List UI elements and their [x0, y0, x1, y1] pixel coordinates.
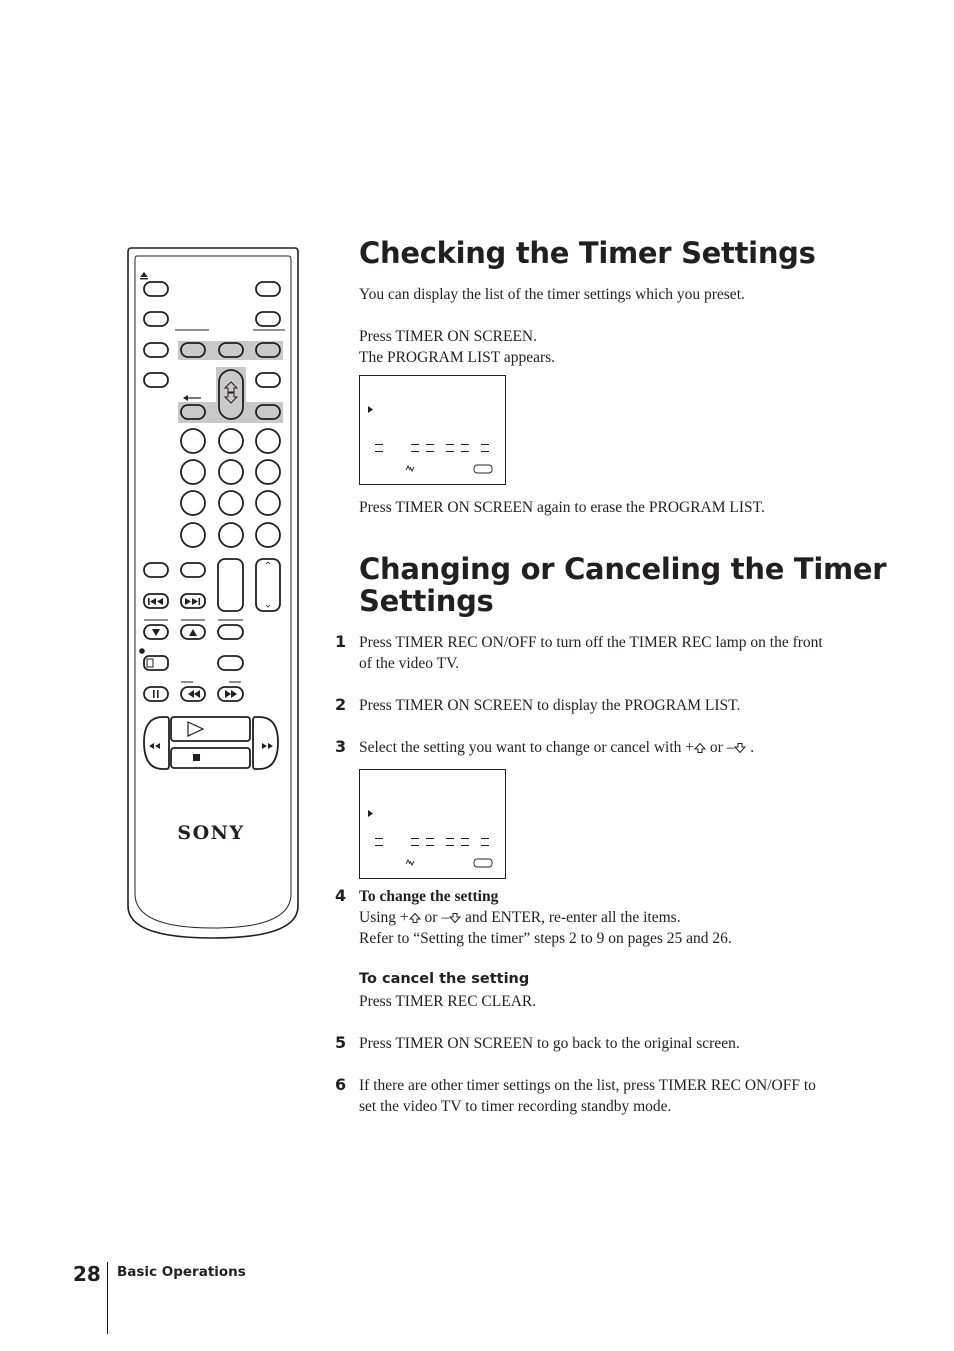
- step-4-cancel-heading: To cancel the setting: [359, 971, 530, 987]
- step-3-mid: or –: [706, 739, 735, 756]
- program-list-screen-selected: [359, 769, 506, 879]
- step-5-text: Press TIMER ON SCREEN to go back to the original screen.: [359, 1035, 740, 1052]
- section1-instruction-line1: Press TIMER ON SCREEN.: [359, 328, 537, 345]
- step-number-2: 2: [335, 695, 347, 714]
- step-number-4: 4: [335, 886, 347, 905]
- step-4-using-line: [359, 907, 681, 928]
- up-down-arrow-icon: [406, 466, 414, 471]
- section1-erase-note: Press TIMER ON SCREEN again to erase the PROGRAM LIST.: [359, 499, 765, 516]
- up-down-arrow-icon: [406, 860, 414, 865]
- section-title-changing-line2: Settings: [359, 584, 494, 618]
- step-1-line2: of the video TV.: [359, 655, 460, 672]
- step-4-refer-line: Refer to “Setting the timer” steps 2 to 9 on pages 25 and 26.: [359, 930, 732, 947]
- program-list-screen: [359, 375, 506, 485]
- step-4-using-mid: or –: [420, 909, 450, 926]
- step-4-cancel-body: Press TIMER REC CLEAR.: [359, 993, 537, 1010]
- section1-intro: You can display the list of the timer settings which you preset.: [359, 286, 745, 303]
- down-arrow-icon: [449, 912, 461, 924]
- cursor-arrow-icon: [368, 406, 373, 413]
- program-list-screen-drawing: [360, 376, 505, 484]
- step-number-5: 5: [335, 1033, 347, 1052]
- remote-control-illustration: [125, 244, 301, 940]
- step-number-3: 3: [335, 737, 347, 756]
- down-arrow-icon: [734, 742, 746, 754]
- footer-divider: [107, 1262, 108, 1334]
- step-2-text: Press TIMER ON SCREEN to display the PROGRAM LIST.: [359, 697, 741, 714]
- step-number-6: 6: [335, 1075, 347, 1094]
- program-list-screen-selected-drawing: [360, 770, 505, 878]
- step-3-post: .: [746, 739, 755, 756]
- step-3-pre: Select the setting you want to change or cancel with +: [359, 739, 694, 756]
- step-6-line1: If there are other timer settings on the list, press TIMER REC ON/OFF to: [359, 1077, 816, 1094]
- section-title-checking: Checking the Timer Settings: [359, 236, 816, 270]
- screen-button-outline: [474, 859, 492, 867]
- screen-button-outline: [474, 465, 492, 473]
- footer-section-label: Basic Operations: [117, 1264, 246, 1280]
- step-3-text: [359, 737, 754, 758]
- step-1-line1: Press TIMER REC ON/OFF to turn off the TIMER REC lamp on the front: [359, 634, 823, 651]
- step-4-using-post: and ENTER, re-enter all the items.: [461, 909, 681, 926]
- page-number: 28: [73, 1262, 101, 1286]
- step-4-using-pre: Using +: [359, 909, 409, 926]
- up-arrow-icon: [694, 742, 706, 754]
- step-6-line2: set the video TV to timer recording standby mode.: [359, 1098, 672, 1115]
- section1-instruction-line2: The PROGRAM LIST appears.: [359, 349, 556, 366]
- section-title-changing-line1: Changing or Canceling the Timer: [359, 552, 887, 586]
- step-4-change-heading: To change the setting: [359, 888, 499, 905]
- cursor-arrow-icon: [368, 810, 373, 817]
- remote-control-drawing: [125, 244, 301, 940]
- up-arrow-icon: [409, 912, 421, 924]
- sony-logo: SONY: [177, 822, 245, 844]
- step-number-1: 1: [335, 632, 347, 651]
